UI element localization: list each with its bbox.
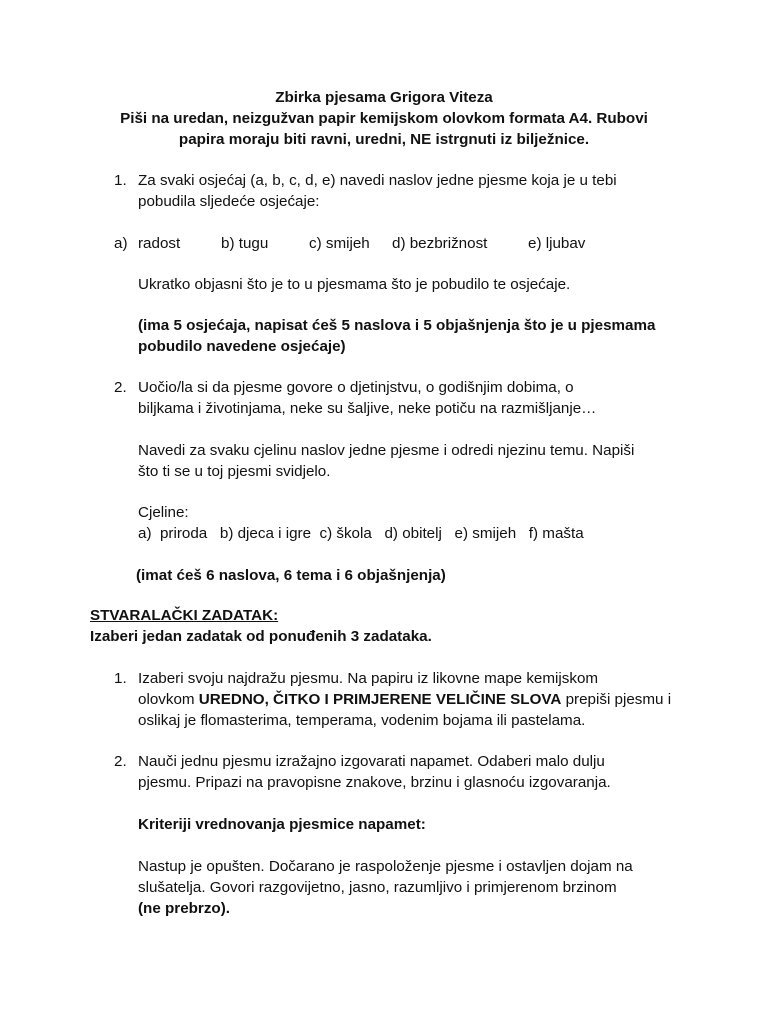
t1-line-2 bbox=[138, 690, 671, 710]
t2-line-1: Nauči jednu pjesmu izražajno izgovarati napamet. Odaberi malo dulju bbox=[138, 753, 605, 770]
t1-line-3: oslikaj je flomasterima, temperama, vodenim bojama ili pastelama. bbox=[138, 712, 586, 729]
q1-option-b: b) tugu bbox=[221, 235, 269, 252]
q2-line-2: biljkama i životinjama, neke su šaljive, neke potiču na razmišljanje… bbox=[138, 400, 597, 417]
q2-note: (imat ćeš 6 naslova, 6 tema i 6 objašnjenja) bbox=[136, 567, 446, 584]
t2-criteria-line-2: slušatelja. Govori razgovijetno, jasno, razumljivo i primjerenom brzinom bbox=[138, 879, 617, 896]
t1-line-2-end: prepiši pjesmu i bbox=[561, 691, 672, 708]
t1-line-2-emphasis: UREDNO, ČITKO I PRIMJERENE VELIČINE SLOVA bbox=[198, 691, 562, 708]
t2-line-2: pjesmu. Pripazi na pravopisne znakove, brzinu i glasnoću izgovaranja. bbox=[138, 774, 611, 791]
q1-note-line-2: pobudilo navedene osjećaje) bbox=[138, 338, 346, 355]
q1-option-e: e) ljubav bbox=[528, 235, 586, 252]
q2-cjeline-label: Cjeline: bbox=[138, 504, 189, 521]
q1-line-2: pobudila sljedeće osjećaje: bbox=[138, 193, 320, 210]
instructions-line-1: Piši na uredan, neizgužvan papir kemijskom olovkom formata A4. Rubovi bbox=[120, 110, 648, 127]
q1-explain: Ukratko objasni što je to u pjesmama što je pobudilo te osjećaje. bbox=[138, 276, 571, 293]
q2-cjeline-list: a) priroda b) djeca i igre c) škola d) obitelj e) smijeh f) mašta bbox=[138, 525, 584, 542]
t2-number: 2. bbox=[114, 753, 127, 770]
t2-criteria-heading: Kriteriji vrednovanja pjesmice napamet: bbox=[138, 816, 426, 833]
t2-criteria-line-3: (ne prebrzo). bbox=[138, 900, 230, 917]
q2-task-line-2: što ti se u toj pjesmi svidjelo. bbox=[138, 463, 331, 480]
q1-note-line-1: (ima 5 osjećaja, napisat ćeš 5 naslova i 5 objašnjenja što je u pjesmama bbox=[138, 317, 656, 334]
t1-number: 1. bbox=[114, 670, 127, 687]
creative-heading: STVARALAČKI ZADATAK: bbox=[90, 607, 279, 624]
t2-criteria-line-1: Nastup je opušten. Dočarano je raspoloženje pjesme i ostavljen dojam na bbox=[138, 858, 633, 875]
q1-option-a-marker: a) bbox=[114, 235, 128, 252]
q1-option-c: c) smijeh bbox=[309, 235, 370, 252]
t1-line-1: Izaberi svoju najdražu pjesmu. Na papiru iz likovne mape kemijskom bbox=[138, 670, 599, 687]
document-title: Zbirka pjesama Grigora Viteza bbox=[275, 89, 493, 106]
q2-task-line-1: Navedi za svaku cjelinu naslov jedne pjesme i odredi njezinu temu. Napiši bbox=[138, 442, 635, 459]
q2-line-1: Uočio/la si da pjesme govore o djetinjstvu, o godišnjim dobima, o bbox=[138, 379, 574, 396]
q1-option-a: radost bbox=[138, 235, 181, 252]
creative-subheading: Izaberi jedan zadatak od ponuđenih 3 zadataka. bbox=[90, 628, 432, 645]
q1-option-d: d) bezbrižnost bbox=[392, 235, 488, 252]
q1-line-1: Za svaki osjećaj (a, b, c, d, e) navedi naslov jedne pjesme koja je u tebi bbox=[138, 172, 617, 189]
q1-number: 1. bbox=[114, 172, 127, 189]
t1-line-2-start: olovkom bbox=[138, 691, 199, 708]
q2-number: 2. bbox=[114, 379, 127, 396]
instructions-line-2: papira moraju biti ravni, uredni, NE istrgnuti iz bilježnice. bbox=[178, 131, 590, 148]
